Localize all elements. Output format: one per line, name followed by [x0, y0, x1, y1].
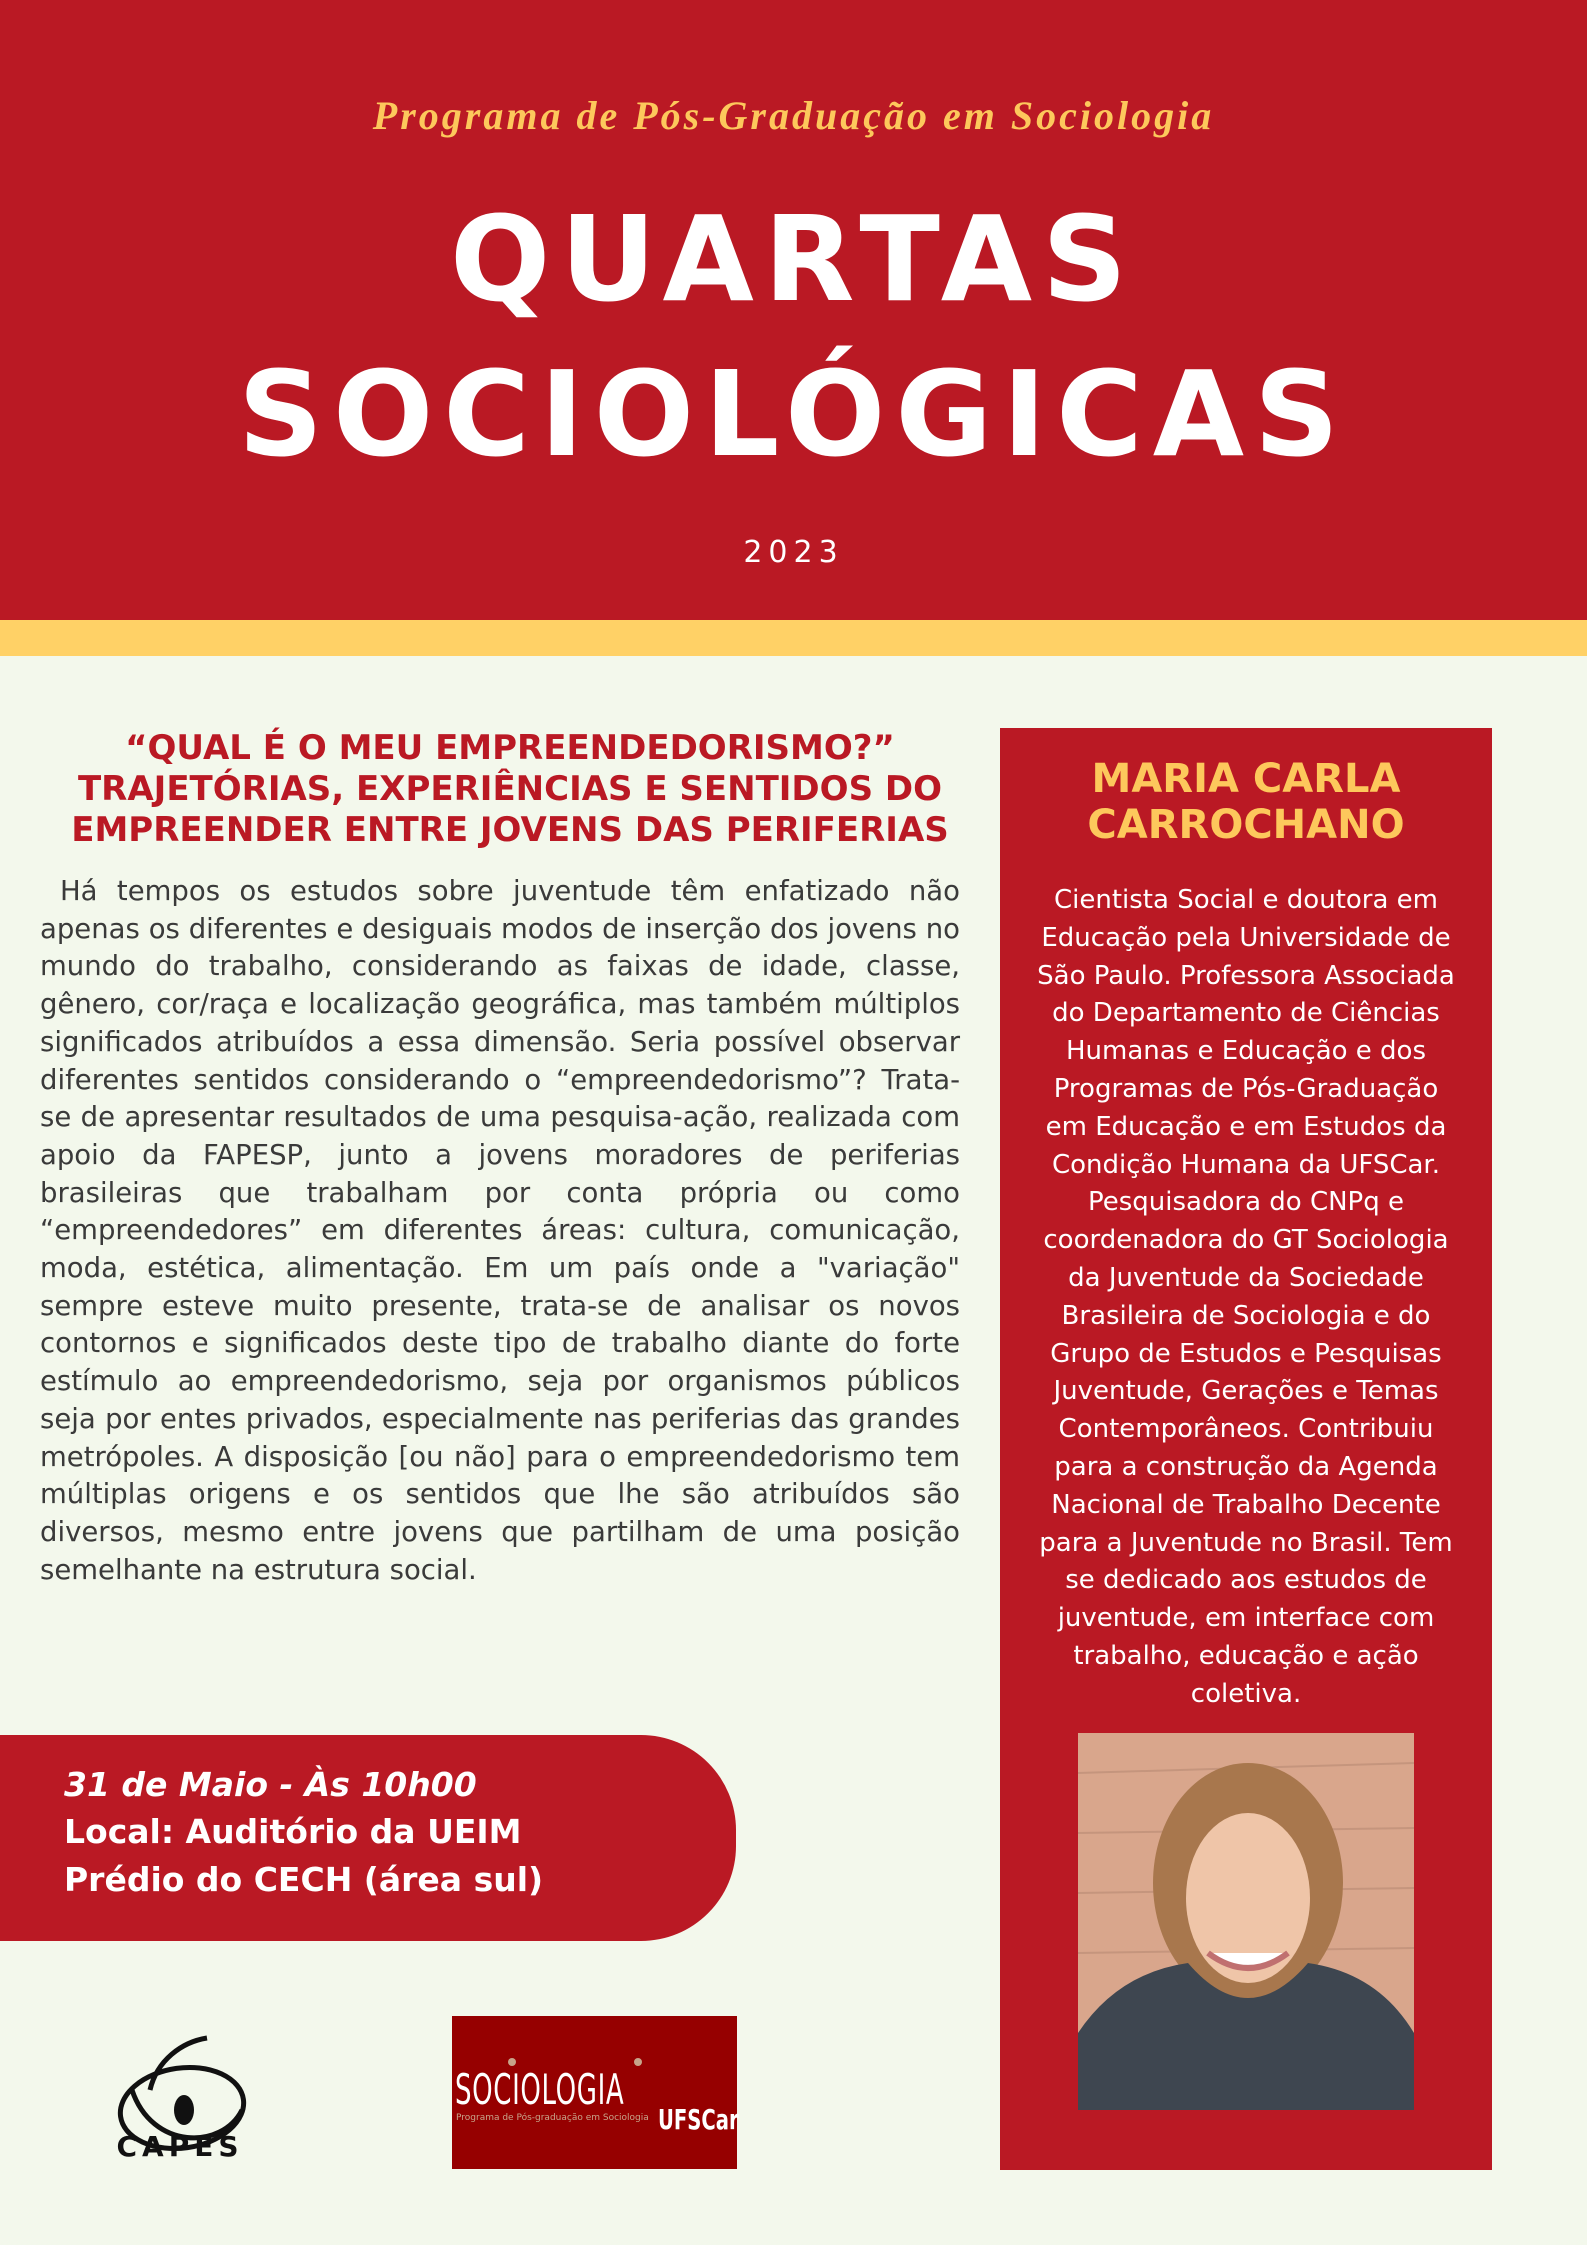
- program-subtitle: Programa de Pós-Graduação em Sociologia: [372, 93, 1215, 138]
- event-building: Prédio do CECH (área sul): [64, 1860, 544, 1899]
- year-label: 2023: [743, 535, 844, 570]
- speaker-name-line2: CARROCHANO: [1087, 802, 1405, 848]
- speaker-photo-icon: [1078, 1733, 1414, 2110]
- sociologia-wordmark: SOCIOLOGIA: [455, 2065, 625, 2114]
- logo-dot-icon: [634, 2058, 642, 2066]
- ufscar-wordmark: UFSCar: [658, 2103, 739, 2136]
- event-location: Local: Auditório da UEIM: [64, 1812, 522, 1851]
- page-title-line2: SOCIOLÓGICAS: [237, 345, 1350, 483]
- capes-label: CAPES: [116, 2130, 244, 2163]
- page-title-line1: QUARTAS: [449, 190, 1138, 328]
- speaker-bio: Cientista Social e doutora em Educação pela Universidade de São Paulo. Professora Associada do Departamento de Ciências Humanas e Educação e dos Programas de Pós-Graduação em Educação e em Estudos da Condição Humana da UFSCar. Pesquisadora do CNPq e coordenadora do GT Sociologia da Juventude da Sociedade Brasileira de Sociologia e do Grupo de Estudos e Pesquisas Juventude, Gerações e Temas Contemporâneos. Contribuiu para a construção da Agenda Nacional de Trabalho Decente para a Juventude no Brasil. Tem se dedicado aos estudos de juventude, em interface com trabalho, educação e ação coletiva.: [1037, 885, 1455, 1709]
- event-date-time: 31 de Maio - Às 10h00: [64, 1765, 477, 1804]
- talk-abstract: Há tempos os estudos sobre juventude têm enfatizado não apenas os diferentes e desiguais modos de inserção dos jovens no mundo do trabalho, considerando as faixas de idade, classe, gênero, cor/raça e localização geográfica, mas também múltiplos significados atribuídos a essa dimensão. Seria possível observar diferentes sentidos considerando o “empreendedorismo”? Trata-se de apresentar resultados de uma pesquisa-ação, realizada com apoio da FAPESP, junto a jovens moradores de periferias brasileiras que trabalham por conta própria ou como “empreendedores” em diferentes áreas: cultura, comunicação, moda, estética, alimentação. Em um país onde a "variação" sempre esteve muito presente, trata-se de analisar os novos contornos e significados deste tipo de trabalho diante do forte estímulo ao empreendedorismo, seja por organismos públicos seja por entes privados, especialmente nas periferias das grandes metrópoles. A disposição [ou não] para o empreendedorismo tem múltiplas origens e os sentidos que lhe são atribuídos são diversos, mesmo entre jovens que partilham de uma posição semelhante na estrutura social.: [40, 875, 960, 1586]
- talk-title: “QUAL É O MEU EMPREENDEDORISMO?” TRAJETÓRIAS, EXPERIÊNCIAS E SENTIDOS DO EMPREENDER ENTRE JOVENS DAS PERIFERIAS: [71, 728, 949, 850]
- sociologia-subtitle: Programa de Pós-graduação em Sociologia: [456, 2113, 649, 2123]
- speaker-name: [1000, 756, 1492, 848]
- speaker-name-line1: MARIA CARLA: [1091, 756, 1401, 802]
- accent-stripe: [0, 620, 1587, 656]
